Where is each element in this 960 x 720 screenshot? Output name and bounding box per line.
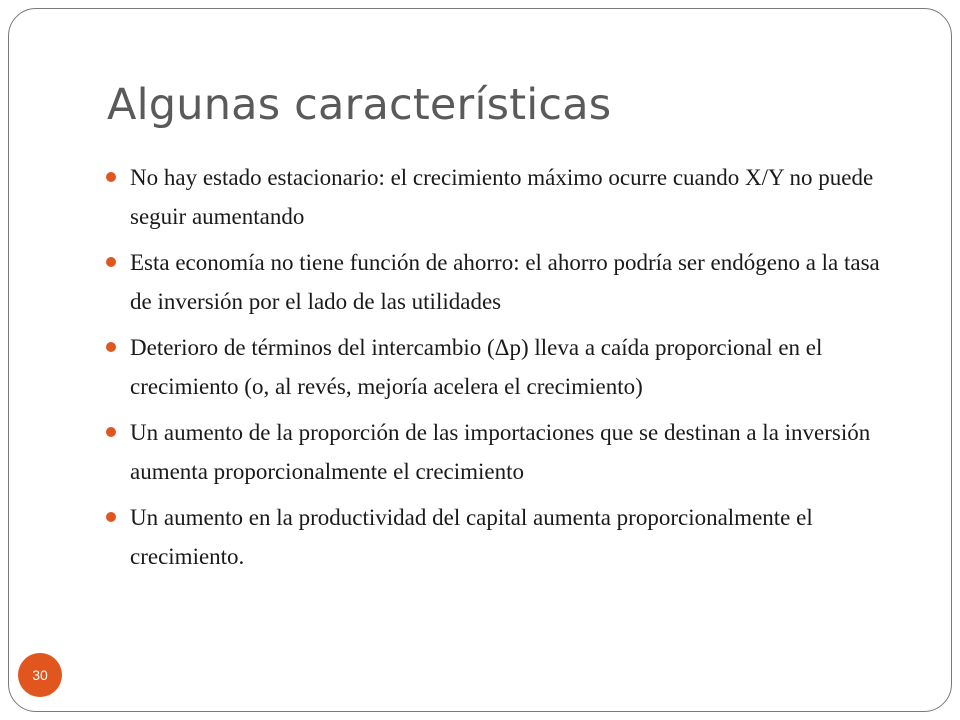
bullet-item	[106, 243, 896, 321]
bullet-dot-icon	[106, 257, 116, 267]
bullet-item	[106, 498, 896, 576]
bullet-text: Deterioro de términos del intercambio (Δp) lleva a caída proporcional en el crecimiento (o, al revés, mejoría acelera el crecimiento)	[130, 335, 823, 399]
bullet-item	[106, 158, 896, 236]
bullet-dot-icon	[106, 427, 116, 437]
slide-title: Algunas características	[107, 80, 612, 130]
bullet-item	[106, 328, 896, 406]
bullet-text: No hay estado estacionario: el crecimiento máximo ocurre cuando X/Y no puede seguir aumentando	[130, 165, 874, 229]
page-number-badge	[18, 653, 62, 697]
bullet-dot-icon	[106, 512, 116, 522]
bullet-dot-icon	[106, 172, 116, 182]
page-number: 30	[32, 667, 48, 683]
bullet-list	[106, 158, 896, 583]
bullet-text: Esta economía no tiene función de ahorro: el ahorro podría ser endógeno a la tasa de inversión por el lado de las utilidades	[130, 250, 880, 314]
bullet-text: Un aumento en la productividad del capital aumenta proporcionalmente el crecimiento.	[130, 505, 813, 569]
bullet-dot-icon	[106, 342, 116, 352]
bullet-item	[106, 413, 896, 491]
bullet-text: Un aumento de la proporción de las importaciones que se destinan a la inversión aumenta proporcionalmente el crecimiento	[130, 420, 871, 484]
